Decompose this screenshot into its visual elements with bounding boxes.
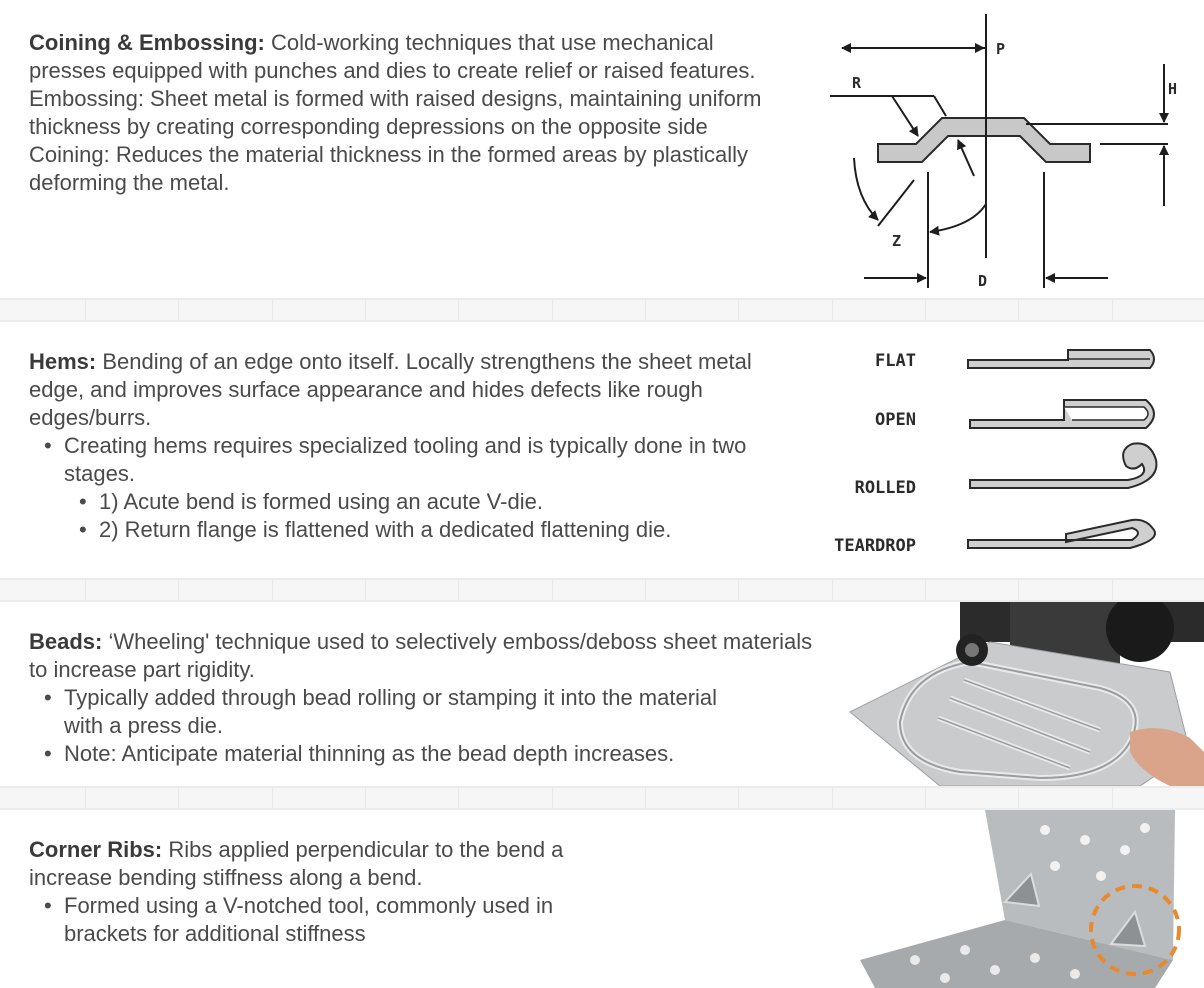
beads-section [0,602,1204,786]
ribs-intro: Ribs applied perpendicular to the bend a [162,837,564,862]
hem-label-flat: FLAT [875,351,916,371]
beads-title: Beads: [29,629,103,654]
hems-sub-bullet: • 2) Return flange is flattened with a dedicated flattening die. [99,516,789,544]
section-divider [0,298,1204,322]
coining-intro-paragraph [29,29,789,85]
label-p: P [996,40,1006,58]
label-h: H [1168,80,1178,98]
hems-sub-bullets [64,488,789,544]
label-d: D [978,272,988,290]
beads-bullet: • Note: Anticipate material thinning as the bead depth increases. [64,740,819,768]
hems-title: Hems: [29,349,97,374]
beads-intro: ‘Wheeling' technique used to selectively emboss/deboss sheet materials to increase part rigidity. [29,629,813,682]
hem-label-open: OPEN [875,410,916,430]
ribs-bullet: • Formed using a V-notched tool, commonly used in brackets for additional stiffness [64,892,617,948]
coining-intro: Cold-working techniques that use mechanical presses equipped with punches and dies to create relief or raised features. [29,30,756,83]
ribs-text [29,836,617,948]
section-divider [0,578,1204,602]
coining-section [0,0,1204,298]
section-divider [0,786,1204,810]
hems-text [29,348,789,544]
hems-intro: Bending of an edge onto itself. Locally strengthens the sheet metal edge, and improves surface appearance and hides defects like rough edges/burrs. [29,349,752,430]
ribs-title: Corner Ribs: [29,837,163,862]
beads-bullet: • Typically added through bead rolling or stamping it into the material with a press die. [64,684,744,740]
hems-intro-paragraph [29,348,789,432]
hem-teardrop-shape [968,520,1155,548]
coining-text [29,29,789,197]
coining-title: Coining & Embossing: [29,30,265,55]
label-z: Z [892,232,902,250]
beads-intro-paragraph [29,628,819,684]
bead-rolling-photo [840,602,1204,786]
hems-bullets [29,432,789,544]
ribs-bullets [29,892,617,948]
corner-rib-bracket-photo [855,810,1200,988]
embossing-dimension-diagram [820,8,1190,293]
embossing-description: Embossing: Sheet metal is formed with raised designs, maintaining uniform thickness by creating corresponding depressions on the opposite side [29,86,762,139]
hem-label-teardrop: TEARDROP [834,536,916,556]
hem-label-rolled: ROLLED [854,478,916,498]
beads-text [29,628,819,768]
ribs-line-2: increase bending stiffness along a bend. [29,865,423,890]
hem-types-diagram [960,340,1175,565]
ribs-section [0,810,1204,988]
hems-section [0,322,1204,578]
hems-sub-bullet: • 1) Acute bend is formed using an acute V-die. [99,488,789,516]
beads-bullets [29,684,819,768]
coining-description: Coining: Reduces the material thickness in the formed areas by plastically deforming the metal. [29,142,749,195]
ribs-line-1 [29,836,617,864]
hem-rolled-shape [970,443,1156,488]
label-r: R [852,74,862,92]
hems-bullet: • Creating hems requires specialized tooling and is typically done in two stages. • 1) Acute bend is formed using an acute V-die. • 2) Return flange is flattened with a dedicated flattening die. [64,432,789,544]
